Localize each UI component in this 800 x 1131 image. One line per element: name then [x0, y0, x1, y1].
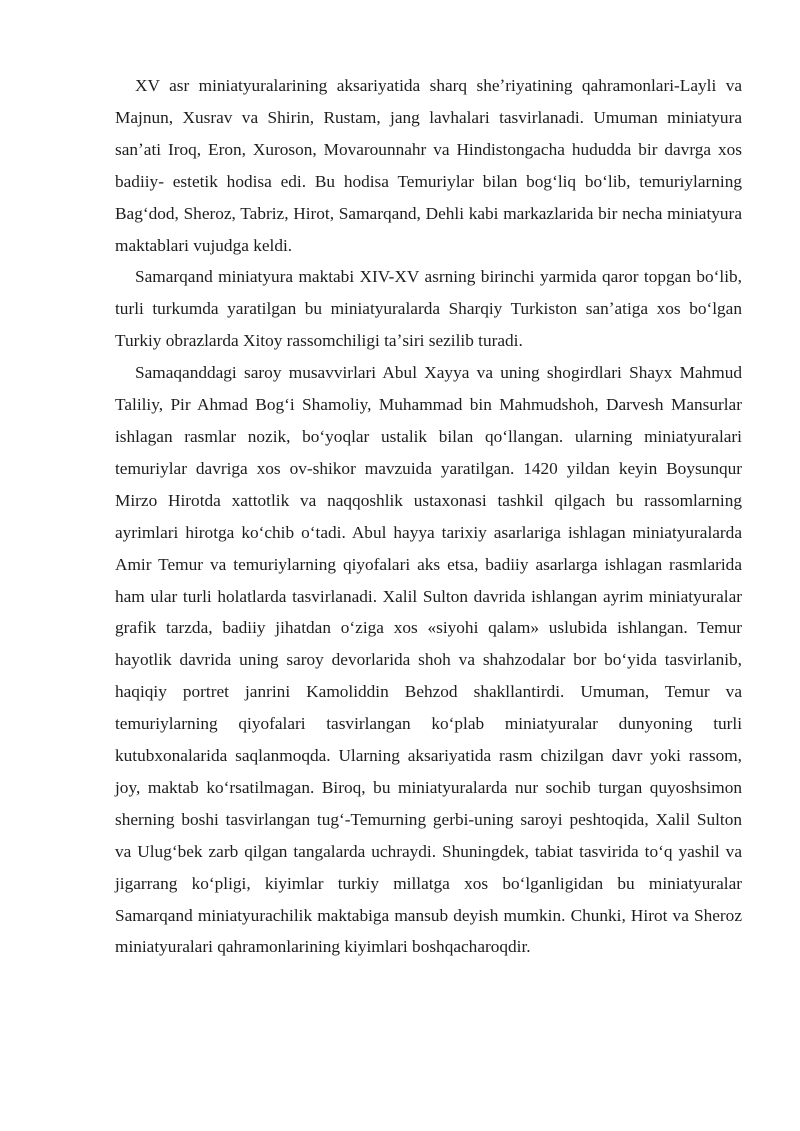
document-page	[115, 70, 742, 963]
paragraph-1: XV asr miniatyuralarining aksariyatida sharq sheʼriyatining qahramonlari-Layli va Majnun, Xusrav va Shirin, Rustam, jang lavhalari tasvirlanadi. Umuman miniatyura sanʼati Iroq, Eron, Xuroson, Movarounnahr va Hindistongacha hududda bir davrga xos badiiy- estetik hodisa edi. Bu hodisa Temuriylar bilan bogʻliq boʻlib, temuriylarning Bagʻdod, Sheroz, Tabriz, Hirot, Samarqand, Dehli kabi markazlarida bir necha miniatyura maktablari vujudga keldi.	[115, 76, 742, 255]
paragraph-2: Samarqand miniatyura maktabi XIV-XV asrning birinchi yarmida qaror topgan boʻlib, turli turkumda yaratilgan bu miniatyuralarda Sharqiy Turkiston sanʼatiga xos boʻlgan Turkiy obrazlarda Xitoy rassomchiligi taʼsiri sezilib turadi.	[115, 267, 742, 351]
paragraph-3: Samaqanddagi saroy musavvirlari Abul Xayya va uning shogirdlari Shayx Mahmud Taliliy, Pir Ahmad Bogʻi Shamoliy, Muhammad bin Mahmudshoh, Darvesh Mansurlar ishlagan rasmlar nozik, boʻyoqlar ustalik bilan qoʻllangan. ularning miniatyuralari temuriylar davriga xos ov-shikor mavzuida yaratilgan. 1420 yildan keyin Boysunqur Mirzo Hirotda xattotlik va naqqoshlik ustaxonasi tashkil qilgach bu rassomlarning ayrimlari hirotga koʻchib oʻtadi. Abul hayya tarixiy asarlariga ishlagan miniatyuralarda Amir Temur va temuriylarning qiyofalari aks etsa, badiiy asarlarga ishlagan rasmlarida ham ular turli holatlarda tasvirlanadi. Xalil Sulton davrida ishlangan ayrim miniatyuralar grafik tarzda, badiiy jihatdan oʻziga xos «siyohi qalam» uslubida ishlangan. Temur hayotlik davrida uning saroy devorlarida shoh va shahzodalar bor boʻyida tasvirlanib, haqiqiy portret janrini Kamoliddin Behzod shakllantirdi. Umuman, Temur va temuriylarning qiyofalari tasvirlangan koʻplab miniatyuralar dunyoning turli kutubxonalarida saqlanmoqda. Ularning aksariyatida rasm chizilgan davr yoki rassom, joy, maktab koʻrsatilmagan. Biroq, bu miniatyuralarda nur sochib turgan quyoshsimon sherning boshi tasvirlangan tugʻ-Temurning gerbi-uning saroyi peshtoqida, Xalil Sulton va Ulugʻbek zarb qilgan tangalarda uchraydi. Shuningdek, tabiat tasvirida toʻq yashil va jigarrang koʻpligi, kiyimlar turkiy millatga xos boʻlganligidan bu miniatyuralar Samarqand miniatyurachilik maktabiga mansub deyish mumkin. Chunki, Hirot va Sheroz miniatyuralari qahramonlarining kiyimlari boshqacharoqdir.	[115, 363, 742, 957]
